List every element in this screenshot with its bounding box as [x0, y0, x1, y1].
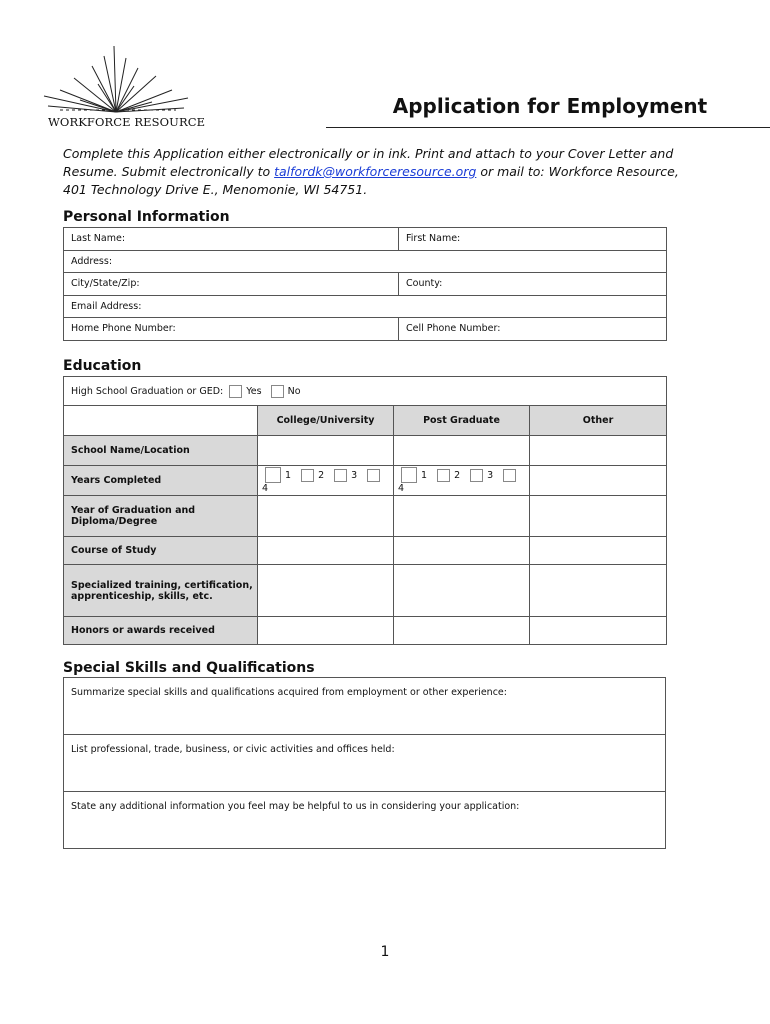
- personal-information-heading: Personal Information: [63, 209, 230, 225]
- graduation-college-cell[interactable]: [258, 496, 394, 537]
- postgrad-year-4-checkbox[interactable]: [503, 469, 516, 482]
- row-label-graduation: Year of Graduation and Diploma/Degree: [64, 496, 258, 537]
- email-link[interactable]: talfordk@workforceresource.org: [274, 164, 477, 179]
- last-name-field[interactable]: Last Name:: [64, 228, 399, 251]
- col-college-university: College/University: [258, 406, 394, 436]
- row-label-school: School Name/Location: [64, 436, 258, 466]
- row-label-training: Specialized training, certification, apprenticeship, skills, etc.: [64, 565, 258, 617]
- honors-college-cell[interactable]: [258, 617, 394, 645]
- education-heading: Education: [63, 358, 142, 374]
- page-number: 1: [380, 944, 390, 960]
- skills-summary-field[interactable]: Summarize special skills and qualifications acquired from employment or other experience:: [64, 678, 666, 735]
- postgrad-year-3-label: 3: [487, 469, 494, 481]
- college-year-1-checkbox[interactable]: [265, 467, 281, 483]
- school-other-cell[interactable]: [530, 436, 667, 466]
- title-underline: [326, 127, 770, 128]
- high-school-row: [64, 377, 667, 406]
- college-year-3-label: 3: [351, 469, 358, 481]
- row-label-honors: Honors or awards received: [64, 617, 258, 645]
- training-postgrad-cell[interactable]: [394, 565, 530, 617]
- postgrad-year-2-label: 2: [454, 469, 461, 481]
- intro-text-1: Complete this Application either electronically or in ink. Print and attach to your Cover Letter and Resume. Submit electronically to: [63, 146, 674, 179]
- college-year-4-checkbox[interactable]: [367, 469, 380, 482]
- school-postgrad-cell[interactable]: [394, 436, 530, 466]
- cell-phone-field[interactable]: Cell Phone Number:: [399, 318, 667, 341]
- home-phone-field[interactable]: Home Phone Number:: [64, 318, 399, 341]
- graduation-other-cell[interactable]: [530, 496, 667, 537]
- course-postgrad-cell[interactable]: [394, 537, 530, 565]
- college-year-4-label: 4: [262, 483, 269, 494]
- logo-text: WORKFORCE RESOURCE: [48, 115, 206, 129]
- postgrad-year-2-checkbox[interactable]: [437, 469, 450, 482]
- workforce-resource-logo: [40, 44, 206, 132]
- college-year-2-label: 2: [318, 469, 325, 481]
- activities-field[interactable]: List professional, trade, business, or civic activities and offices held:: [64, 735, 666, 792]
- postgrad-year-4-label: 4: [398, 483, 405, 494]
- intro-text-2: or mail to: Workforce Resource, 401 Technology Drive E., Menomonie, WI 54751.: [63, 164, 679, 197]
- education-table: [63, 376, 667, 645]
- special-skills-heading: Special Skills and Qualifications: [63, 660, 315, 676]
- intro-paragraph: [63, 145, 703, 199]
- college-year-1-label: 1: [285, 469, 292, 481]
- email-address-field[interactable]: Email Address:: [64, 295, 667, 318]
- postgrad-year-1-checkbox[interactable]: [401, 467, 417, 483]
- starburst-logo-icon: [40, 44, 192, 118]
- training-college-cell[interactable]: [258, 565, 394, 617]
- header-blank-cell: [64, 406, 258, 436]
- high-school-label: High School Graduation or GED:: [71, 385, 224, 397]
- personal-information-table: [63, 227, 667, 341]
- city-state-zip-field[interactable]: City/State/Zip:: [64, 273, 399, 296]
- col-post-graduate: Post Graduate: [394, 406, 530, 436]
- col-other: Other: [530, 406, 667, 436]
- honors-other-cell[interactable]: [530, 617, 667, 645]
- honors-postgrad-cell[interactable]: [394, 617, 530, 645]
- college-year-2-checkbox[interactable]: [301, 469, 314, 482]
- training-other-cell[interactable]: [530, 565, 667, 617]
- row-label-course: Course of Study: [64, 537, 258, 565]
- page-title: Application for Employment: [392, 94, 708, 118]
- no-label: No: [287, 385, 301, 397]
- course-college-cell[interactable]: [258, 537, 394, 565]
- college-year-3-checkbox[interactable]: [334, 469, 347, 482]
- graduation-postgrad-cell[interactable]: [394, 496, 530, 537]
- row-label-years: Years Completed: [64, 466, 258, 496]
- special-skills-table: [63, 677, 666, 849]
- address-field[interactable]: Address:: [64, 250, 667, 273]
- yes-label: Yes: [246, 385, 262, 397]
- additional-info-field[interactable]: State any additional information you feel may be helpful to us in considering your application:: [64, 792, 666, 849]
- course-other-cell[interactable]: [530, 537, 667, 565]
- county-field[interactable]: County:: [399, 273, 667, 296]
- postgrad-year-1-label: 1: [421, 469, 428, 481]
- no-checkbox[interactable]: [271, 385, 284, 398]
- yes-checkbox[interactable]: [229, 385, 242, 398]
- school-college-cell[interactable]: [258, 436, 394, 466]
- years-other-cell[interactable]: [530, 466, 667, 496]
- years-college-cell: [258, 466, 394, 496]
- years-postgrad-cell: [394, 466, 530, 496]
- first-name-field[interactable]: First Name:: [399, 228, 667, 251]
- postgrad-year-3-checkbox[interactable]: [470, 469, 483, 482]
